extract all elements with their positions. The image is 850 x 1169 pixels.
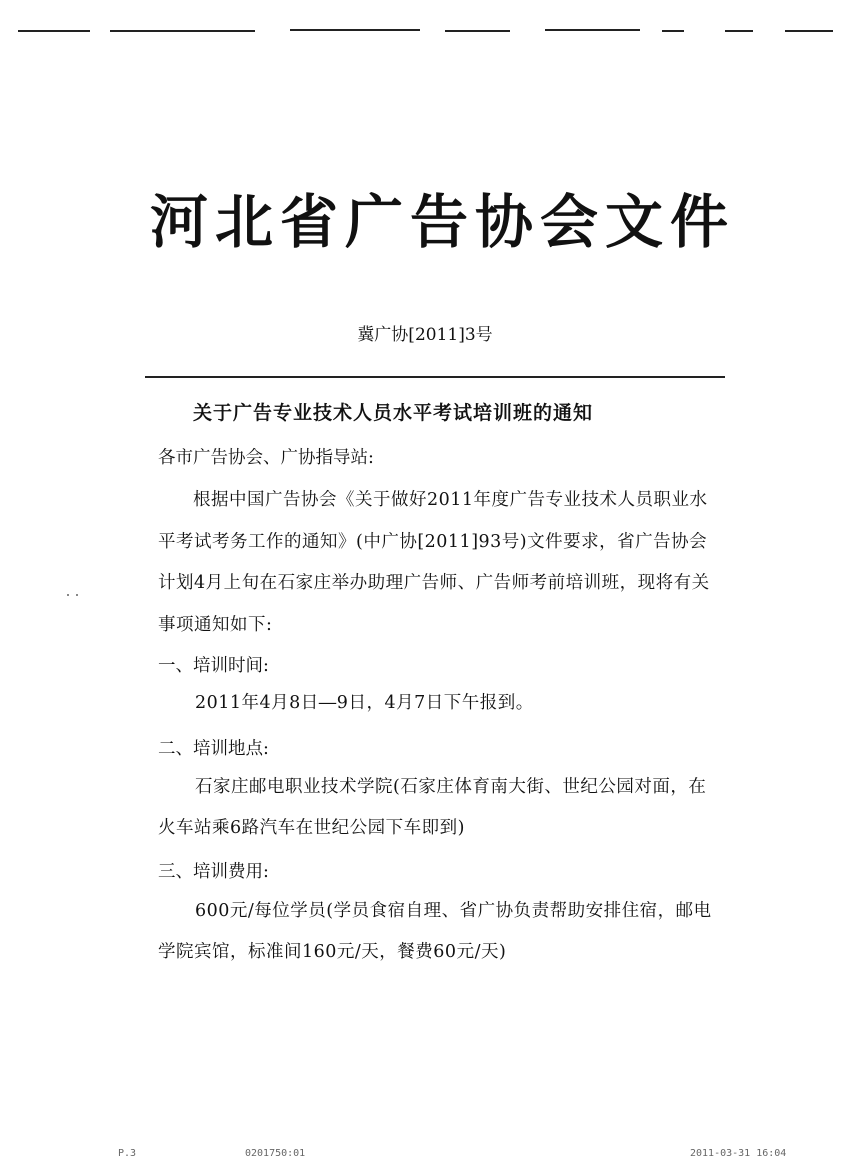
scan-edge-line — [545, 29, 640, 31]
salutation: 各市广告协会、广协指导站: — [158, 448, 374, 468]
section-heading-time: 一、培训时间: — [158, 656, 269, 676]
scan-edge-line — [18, 30, 90, 32]
header-divider — [145, 376, 725, 378]
scan-edge-line — [290, 29, 420, 31]
section-heading-fee: 三、培训费用: — [158, 862, 269, 882]
scan-speck — [76, 594, 78, 596]
document-header-title: 河北省广告协会文件 — [150, 188, 736, 256]
notice-title: 关于广告专业技术人员水平考试培训班的通知 — [193, 402, 594, 424]
section-content-time: 2011年4月8日―9日，4月7日下午报到。 — [195, 693, 534, 713]
scan-edge-line — [110, 30, 255, 32]
section-content-fee: 600元/每位学员(学员食宿自理、省广协负责帮助安排住宿，邮电学院宾馆，标准间160元/天，餐费60元/天) — [158, 901, 712, 962]
scan-edge-line — [445, 30, 510, 32]
section-content-location: 石家庄邮电职业技术学院(石家庄体育南大街、世纪公园对面，在火车站乘6路汽车在世纪公园下车即到) — [158, 777, 707, 838]
scan-edge-line — [785, 30, 833, 32]
document-number: 冀广协[2011]3号 — [357, 325, 493, 345]
fax-timestamp: 2011-03-31 16:04 — [690, 1148, 787, 1159]
intro-paragraph: 根据中国广告协会《关于做好2011年度广告专业技术人员职业水平考试考务工作的通知》(中广协[2011]93号)文件要求，省广告协会计划4月上旬在石家庄举办助理广告师、广告师考前培训班，现将有关事项通知如下: — [158, 490, 710, 635]
scan-edge-line — [662, 30, 684, 32]
scan-edge-line — [725, 30, 753, 32]
fax-page-marker: P.3 — [118, 1148, 137, 1159]
fax-header-number: 0201750:01 — [245, 1148, 306, 1159]
section-heading-location: 二、培训地点: — [158, 739, 269, 759]
scan-speck — [67, 594, 69, 596]
